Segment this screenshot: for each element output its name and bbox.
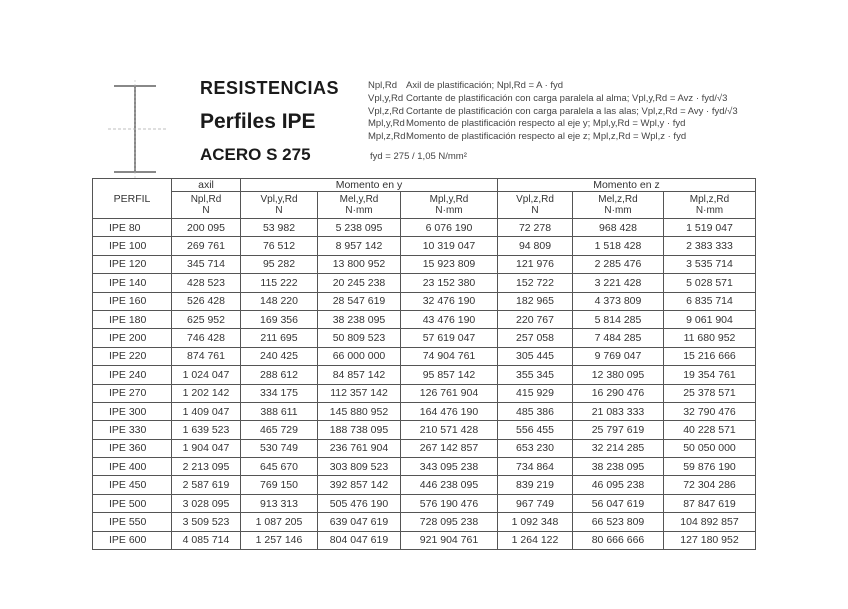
- profile-name-cell: IPE 400: [93, 458, 172, 476]
- value-cell: 1 264 122: [498, 531, 573, 549]
- value-cell: 639 047 619: [318, 513, 401, 531]
- value-cell: 13 800 952: [318, 255, 401, 273]
- value-cell: 288 612: [241, 366, 318, 384]
- header-momento-z: Momento en z: [498, 179, 756, 192]
- profile-name-cell: IPE 550: [93, 513, 172, 531]
- value-cell: 121 976: [498, 255, 573, 273]
- value-cell: 746 428: [172, 329, 241, 347]
- value-cell: 95 857 142: [401, 366, 498, 384]
- resistance-table: [92, 178, 756, 550]
- value-cell: 50 050 000: [664, 439, 756, 457]
- value-cell: 6 835 714: [664, 292, 756, 310]
- profile-name-cell: IPE 450: [93, 476, 172, 494]
- value-cell: 188 738 095: [318, 421, 401, 439]
- table-row: [93, 513, 756, 531]
- profile-name-cell: IPE 80: [93, 219, 172, 237]
- column-header-row: [93, 192, 756, 219]
- value-cell: 76 512: [241, 237, 318, 255]
- column-symbol: Npl,Rd: [190, 194, 222, 205]
- value-cell: 25 378 571: [664, 384, 756, 402]
- profile-name-cell: IPE 240: [93, 366, 172, 384]
- column-symbol: Mpl,z,Rd: [689, 194, 730, 205]
- value-cell: 32 790 476: [664, 402, 756, 420]
- legend-symbol: Mpl,z,Rd: [368, 131, 406, 143]
- legend-row: [368, 93, 738, 106]
- value-cell: 210 571 428: [401, 421, 498, 439]
- profile-name-cell: IPE 360: [93, 439, 172, 457]
- table-row: [93, 219, 756, 237]
- value-cell: 43 476 190: [401, 310, 498, 328]
- value-cell: 46 095 238: [573, 476, 664, 494]
- header-axil: axil: [172, 179, 241, 192]
- value-cell: 126 761 904: [401, 384, 498, 402]
- legend-text: Momento de plastificación respecto al eje y; Mpl,y,Rd = Wpl,y · fyd: [406, 118, 686, 130]
- profile-name-cell: IPE 120: [93, 255, 172, 273]
- profile-name-cell: IPE 100: [93, 237, 172, 255]
- profile-name-cell: IPE 200: [93, 329, 172, 347]
- column-unit: N·mm: [604, 205, 632, 216]
- value-cell: 4 373 809: [573, 292, 664, 310]
- value-cell: 9 769 047: [573, 347, 664, 365]
- profile-name-cell: IPE 600: [93, 531, 172, 549]
- title-acero: ACERO S 275: [200, 145, 311, 164]
- value-cell: 25 797 619: [573, 421, 664, 439]
- value-cell: 3 509 523: [172, 513, 241, 531]
- column-header: [172, 192, 241, 219]
- legend-row: [368, 118, 738, 131]
- legend-text: Cortante de plastificación con carga paralela a las alas; Vpl,z,Rd = Avy · fyd/√3: [406, 105, 738, 117]
- value-cell: 182 965: [498, 292, 573, 310]
- table-row: [93, 310, 756, 328]
- value-cell: 2 587 619: [172, 476, 241, 494]
- value-cell: 40 228 571: [664, 421, 756, 439]
- profile-name-cell: IPE 140: [93, 274, 172, 292]
- value-cell: 2 383 333: [664, 237, 756, 255]
- value-cell: 164 476 190: [401, 402, 498, 420]
- value-cell: 2 213 095: [172, 458, 241, 476]
- column-header: [498, 192, 573, 219]
- fyd-note: fyd = 275 / 1,05 N/mm²: [370, 150, 467, 162]
- value-cell: 653 230: [498, 439, 573, 457]
- table-row: [93, 458, 756, 476]
- value-cell: 388 611: [241, 402, 318, 420]
- value-cell: 625 952: [172, 310, 241, 328]
- value-cell: 38 238 095: [318, 310, 401, 328]
- value-cell: 343 095 238: [401, 458, 498, 476]
- legend-text: Axil de plastificación; Npl,Rd = A · fyd: [406, 80, 564, 91]
- value-cell: 6 076 190: [401, 219, 498, 237]
- value-cell: 200 095: [172, 219, 241, 237]
- value-cell: 66 523 809: [573, 513, 664, 531]
- value-cell: 57 619 047: [401, 329, 498, 347]
- table-row: [93, 476, 756, 494]
- value-cell: 1 409 047: [172, 402, 241, 420]
- value-cell: 303 809 523: [318, 458, 401, 476]
- value-cell: 5 814 285: [573, 310, 664, 328]
- value-cell: 505 476 190: [318, 494, 401, 512]
- value-cell: 220 767: [498, 310, 573, 328]
- legend-text: Cortante de plastificación con carga paralela al alma; Vpl,y,Rd = Avz · fyd/√3: [406, 92, 728, 104]
- value-cell: 1 904 047: [172, 439, 241, 457]
- table-row: [93, 384, 756, 402]
- value-cell: 72 278: [498, 219, 573, 237]
- legend-symbol: Vpl,y,Rd: [368, 92, 404, 104]
- value-cell: 10 319 047: [401, 237, 498, 255]
- table-row: [93, 366, 756, 384]
- column-unit: N·mm: [435, 205, 463, 216]
- value-cell: 28 547 619: [318, 292, 401, 310]
- value-cell: 115 222: [241, 274, 318, 292]
- legend-row: [368, 106, 738, 119]
- value-cell: 53 982: [241, 219, 318, 237]
- value-cell: 913 313: [241, 494, 318, 512]
- column-unit: N·mm: [345, 205, 373, 216]
- i-beam-section-icon: [108, 80, 168, 180]
- value-cell: 345 714: [172, 255, 241, 273]
- value-cell: 1 024 047: [172, 366, 241, 384]
- value-cell: 968 428: [573, 219, 664, 237]
- value-cell: 921 904 761: [401, 531, 498, 549]
- legend-row: [368, 131, 738, 144]
- table-body: [93, 219, 756, 550]
- value-cell: 734 864: [498, 458, 573, 476]
- value-cell: 50 809 523: [318, 329, 401, 347]
- symbol-legend: [368, 80, 738, 164]
- value-cell: 392 857 142: [318, 476, 401, 494]
- profile-name-cell: IPE 270: [93, 384, 172, 402]
- profile-name-cell: IPE 160: [93, 292, 172, 310]
- value-cell: 267 142 857: [401, 439, 498, 457]
- column-header: [318, 192, 401, 219]
- value-cell: 769 150: [241, 476, 318, 494]
- value-cell: 1 092 348: [498, 513, 573, 531]
- value-cell: 804 047 619: [318, 531, 401, 549]
- value-cell: 1 087 205: [241, 513, 318, 531]
- value-cell: 127 180 952: [664, 531, 756, 549]
- value-cell: 1 518 428: [573, 237, 664, 255]
- value-cell: 5 028 571: [664, 274, 756, 292]
- value-cell: 80 666 666: [573, 531, 664, 549]
- column-header: [241, 192, 318, 219]
- legend-symbol: Npl,Rd: [368, 80, 398, 91]
- table-row: [93, 292, 756, 310]
- profile-name-cell: IPE 500: [93, 494, 172, 512]
- value-cell: 20 245 238: [318, 274, 401, 292]
- title-perfiles-ipe: Perfiles IPE: [200, 110, 316, 133]
- column-header: [664, 192, 756, 219]
- table-row: [93, 494, 756, 512]
- column-symbol: Mel,y,Rd: [339, 194, 379, 205]
- title-resistencias: RESISTENCIAS: [200, 78, 340, 98]
- column-header: [401, 192, 498, 219]
- column-symbol: Vpl,y,Rd: [260, 194, 298, 205]
- value-cell: 556 455: [498, 421, 573, 439]
- profile-name-cell: IPE 220: [93, 347, 172, 365]
- value-cell: 66 000 000: [318, 347, 401, 365]
- table-row: [93, 274, 756, 292]
- value-cell: 269 761: [172, 237, 241, 255]
- value-cell: 967 749: [498, 494, 573, 512]
- profile-name-cell: IPE 330: [93, 421, 172, 439]
- value-cell: 16 290 476: [573, 384, 664, 402]
- value-cell: 87 847 619: [664, 494, 756, 512]
- value-cell: 32 476 190: [401, 292, 498, 310]
- value-cell: 240 425: [241, 347, 318, 365]
- value-cell: 257 058: [498, 329, 573, 347]
- profile-name-cell: IPE 180: [93, 310, 172, 328]
- legend-row: [368, 80, 738, 93]
- value-cell: 1 257 146: [241, 531, 318, 549]
- value-cell: 19 354 761: [664, 366, 756, 384]
- column-unit: N: [275, 205, 283, 216]
- value-cell: 104 892 857: [664, 513, 756, 531]
- column-symbol: Vpl,z,Rd: [516, 194, 554, 205]
- value-cell: 12 380 095: [573, 366, 664, 384]
- column-header: [573, 192, 664, 219]
- value-cell: 152 722: [498, 274, 573, 292]
- table-row: [93, 237, 756, 255]
- value-cell: 32 214 285: [573, 439, 664, 457]
- value-cell: 95 282: [241, 255, 318, 273]
- value-cell: 56 047 619: [573, 494, 664, 512]
- value-cell: 446 238 095: [401, 476, 498, 494]
- value-cell: 11 680 952: [664, 329, 756, 347]
- header-momento-y: Momento en y: [241, 179, 498, 192]
- value-cell: 236 761 904: [318, 439, 401, 457]
- column-unit: N: [202, 205, 210, 216]
- value-cell: 530 749: [241, 439, 318, 457]
- title-block: [200, 78, 339, 165]
- column-unit: N·mm: [695, 205, 724, 216]
- table-row: [93, 329, 756, 347]
- value-cell: 23 152 380: [401, 274, 498, 292]
- table-row: [93, 347, 756, 365]
- column-symbol: Mpl,y,Rd: [429, 194, 469, 205]
- value-cell: 728 095 238: [401, 513, 498, 531]
- value-cell: 94 809: [498, 237, 573, 255]
- value-cell: 9 061 904: [664, 310, 756, 328]
- value-cell: 3 535 714: [664, 255, 756, 273]
- value-cell: 355 345: [498, 366, 573, 384]
- value-cell: 7 484 285: [573, 329, 664, 347]
- value-cell: 874 761: [172, 347, 241, 365]
- value-cell: 305 445: [498, 347, 573, 365]
- value-cell: 145 880 952: [318, 402, 401, 420]
- value-cell: 526 428: [172, 292, 241, 310]
- value-cell: 3 028 095: [172, 494, 241, 512]
- table-row: [93, 531, 756, 549]
- value-cell: 465 729: [241, 421, 318, 439]
- table-row: [93, 402, 756, 420]
- value-cell: 15 216 666: [664, 347, 756, 365]
- value-cell: 21 083 333: [573, 402, 664, 420]
- value-cell: 84 857 142: [318, 366, 401, 384]
- value-cell: 839 219: [498, 476, 573, 494]
- value-cell: 74 904 761: [401, 347, 498, 365]
- value-cell: 645 670: [241, 458, 318, 476]
- value-cell: 5 238 095: [318, 219, 401, 237]
- value-cell: 1 639 523: [172, 421, 241, 439]
- table-row: [93, 255, 756, 273]
- profile-name-cell: IPE 300: [93, 402, 172, 420]
- value-cell: 59 876 190: [664, 458, 756, 476]
- legend-text: Momento de plastificación respecto al eje z; Mpl,z,Rd = Wpl,z · fyd: [406, 131, 687, 143]
- value-cell: 72 304 286: [664, 476, 756, 494]
- value-cell: 169 356: [241, 310, 318, 328]
- value-cell: 2 285 476: [573, 255, 664, 273]
- table-row: [93, 439, 756, 457]
- value-cell: 485 386: [498, 402, 573, 420]
- header-perfil: PERFIL: [93, 179, 172, 219]
- value-cell: 4 085 714: [172, 531, 241, 549]
- value-cell: 8 957 142: [318, 237, 401, 255]
- value-cell: 15 923 809: [401, 255, 498, 273]
- value-cell: 3 221 428: [573, 274, 664, 292]
- value-cell: 211 695: [241, 329, 318, 347]
- value-cell: 112 357 142: [318, 384, 401, 402]
- legend-symbol: Vpl,z,Rd: [368, 105, 404, 117]
- table-row: [93, 421, 756, 439]
- value-cell: 576 190 476: [401, 494, 498, 512]
- value-cell: 38 238 095: [573, 458, 664, 476]
- value-cell: 334 175: [241, 384, 318, 402]
- value-cell: 415 929: [498, 384, 573, 402]
- legend-symbol: Mpl,y,Rd: [368, 118, 405, 130]
- column-unit: N: [531, 205, 539, 216]
- value-cell: 148 220: [241, 292, 318, 310]
- value-cell: 428 523: [172, 274, 241, 292]
- value-cell: 1 202 142: [172, 384, 241, 402]
- value-cell: 1 519 047: [664, 219, 756, 237]
- column-symbol: Mel,z,Rd: [598, 194, 638, 205]
